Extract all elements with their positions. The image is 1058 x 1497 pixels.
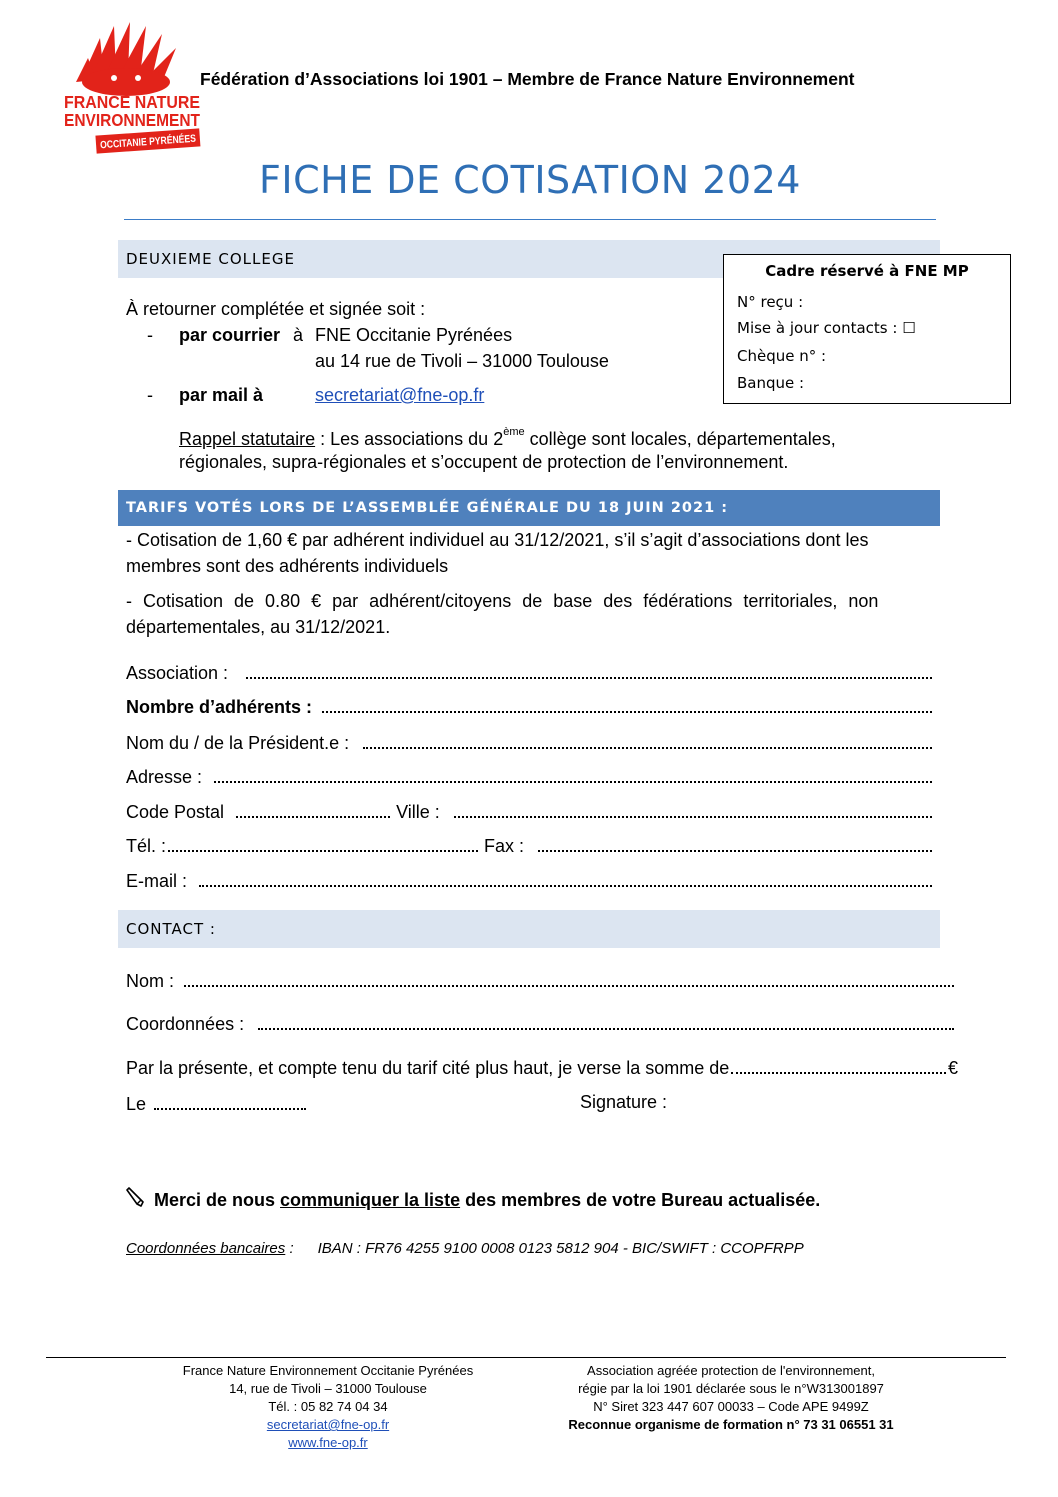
mail-label: par mail à — [179, 385, 264, 405]
footer-email-link[interactable]: secretariat@fne-op.fr — [266, 1417, 390, 1432]
field-coordonnees — [126, 1012, 954, 1036]
bank-sep: : — [285, 1240, 294, 1257]
reserved-item-contacts: Mise à jour contacts : ☐ — [737, 319, 916, 337]
footer-org-name: France Nature Environnement Occitanie Pyrénées — [182, 1363, 474, 1378]
fne-logo — [62, 18, 218, 158]
tarif-1-line2: membres sont des adhérents individuels — [126, 556, 449, 576]
label-le: Le — [126, 1094, 147, 1114]
reserved-item-cheque: Chèque n° : — [737, 347, 827, 365]
footer-address: 14, rue de Tivoli – 31000 Toulouse — [229, 1381, 427, 1396]
dash-mail: - — [147, 385, 153, 405]
dash-courrier: - — [147, 325, 153, 345]
label-contact-nom: Nom : — [126, 971, 175, 991]
reserved-item-recu: N° reçu : — [737, 293, 804, 311]
label-adresse: Adresse : — [126, 767, 203, 787]
footer-siret: N° Siret 323 447 607 00033 – Code APE 9499Z — [593, 1399, 869, 1414]
input-ville[interactable] — [454, 800, 932, 818]
label-signature: Signature : — [580, 1092, 668, 1112]
label-president: Nom du / de la Président.e : — [126, 733, 350, 753]
college-band: DEUXIEME COLLEGE — [118, 240, 940, 278]
field-association — [126, 661, 932, 685]
rappel-label: Rappel statutaire — [179, 429, 316, 449]
input-somme[interactable] — [731, 1056, 946, 1074]
tarif-2-text: - Cotisation de 0.80 € par adhérent/citoyens de base des fédérations territoriales, non — [126, 591, 879, 611]
return-intro: À retourner complétée et signée soit : — [126, 299, 426, 319]
reserved-box — [723, 254, 1011, 404]
label-email: E-mail : — [126, 871, 188, 891]
field-contact-nom — [126, 969, 954, 993]
input-adresse[interactable] — [214, 765, 932, 783]
tarif-2-line2: départementales, au 31/12/2021. — [126, 617, 391, 637]
field-tel-fax — [126, 834, 932, 858]
header-tagline: Fédération d’Associations loi 1901 – Membre de France Nature Environnement — [200, 69, 855, 89]
footer-right — [531, 1362, 931, 1434]
field-adherents — [126, 695, 932, 719]
input-association[interactable] — [246, 661, 932, 679]
label-somme: Par la présente, et compte tenu du tarif cité plus haut, je verse la somme de — [126, 1058, 730, 1078]
courrier-label: par courrier — [179, 325, 281, 345]
input-le[interactable] — [154, 1092, 306, 1110]
footer-agreement: Association agréée protection de l'environnement, — [587, 1363, 875, 1378]
input-contact-nom[interactable] — [184, 969, 954, 987]
input-coordonnees[interactable] — [258, 1012, 954, 1030]
input-president[interactable] — [363, 731, 932, 749]
input-code-postal[interactable] — [236, 800, 390, 818]
input-fax[interactable] — [538, 834, 932, 852]
rappel-line1 — [179, 426, 836, 450]
footer-divider — [46, 1357, 1006, 1358]
tarif-2-line1 — [126, 591, 932, 612]
footer-left — [128, 1362, 528, 1452]
reserved-box-heading: Cadre réservé à FNE MP — [765, 262, 969, 280]
bank-line — [126, 1240, 804, 1257]
footer-web-link[interactable]: www.fne-op.fr — [288, 1435, 368, 1450]
field-email — [126, 869, 932, 893]
courrier-line2: au 14 rue de Tivoli – 31000 Toulouse — [315, 351, 609, 371]
svg-text:FRANCE NATURE: FRANCE NATURE — [64, 92, 200, 112]
courrier-line1: FNE Occitanie Pyrénées — [315, 325, 513, 345]
reserved-item-banque: Banque : — [737, 374, 805, 392]
field-president — [126, 731, 932, 755]
field-code-ville — [126, 800, 932, 824]
merci-part3: des membres de votre Bureau actualisée. — [460, 1190, 821, 1210]
rappel-sup: ème — [503, 426, 525, 438]
footer-loi: régie par la loi 1901 déclarée sous le n°W313001897 — [578, 1381, 884, 1396]
rappel-text1: : Les associations du 2 — [315, 429, 504, 449]
footer-phone: Tél. : 05 82 74 04 34 — [268, 1399, 388, 1414]
euro-sign: € — [947, 1058, 958, 1078]
merci-part1: Merci de nous — [154, 1190, 281, 1210]
mail-link[interactable]: secretariat@fne-op.fr — [315, 385, 485, 405]
rappel-text2: collège sont locales, départementales, — [524, 429, 836, 449]
merci-line — [154, 1190, 820, 1211]
contact-band: CONTACT : — [118, 910, 940, 948]
bank-label: Coordonnées bancaires — [126, 1240, 286, 1257]
title-underline — [124, 219, 936, 220]
input-email[interactable] — [199, 869, 932, 887]
label-coordonnees: Coordonnées : — [126, 1014, 245, 1034]
svg-text:OCCITANIE PYRÉNÉES: OCCITANIE PYRÉNÉES — [99, 131, 218, 152]
svg-text:ENVIRONNEMENT: ENVIRONNEMENT — [64, 110, 201, 130]
merci-part2: communiquer la liste — [280, 1190, 461, 1210]
label-tel: Tél. : — [126, 836, 167, 856]
courrier-a: à — [293, 325, 304, 345]
bank-iban: IBAN : FR76 4255 9100 0008 0123 5812 904 - BIC/SWIFT : CCOPFRPP — [317, 1240, 804, 1257]
hedgehog-logo-icon — [62, 18, 218, 158]
rappel-line2: régionales, supra-régionales et s’occupent de protection de l’environnement. — [179, 452, 789, 472]
input-adherents[interactable] — [322, 695, 932, 713]
label-association: Association : — [126, 663, 229, 683]
field-adresse — [126, 765, 932, 789]
label-adherents: Nombre d’adhérents : — [126, 697, 313, 717]
label-ville: Ville : — [396, 802, 440, 822]
input-tel[interactable] — [168, 834, 478, 852]
label-code-postal: Code Postal — [126, 802, 225, 822]
pencil-icon — [126, 1186, 148, 1213]
footer-formation: Reconnue organisme de formation n° 73 31 06551 31 — [568, 1417, 894, 1432]
page-title: FICHE DE COTISATION 2024 — [259, 158, 801, 202]
tarif-1-line1: - Cotisation de 1,60 € par adhérent individuel au 31/12/2021, s’il s’agit d’associations dont les — [126, 530, 869, 550]
tarifs-band: TARIFS VOTÉS LORS DE L’ASSEMBLÉE GÉNÉRALE DU 18 JUIN 2021 : — [118, 490, 940, 526]
field-somme — [126, 1056, 958, 1080]
field-le — [126, 1092, 306, 1116]
label-fax: Fax : — [484, 836, 525, 856]
